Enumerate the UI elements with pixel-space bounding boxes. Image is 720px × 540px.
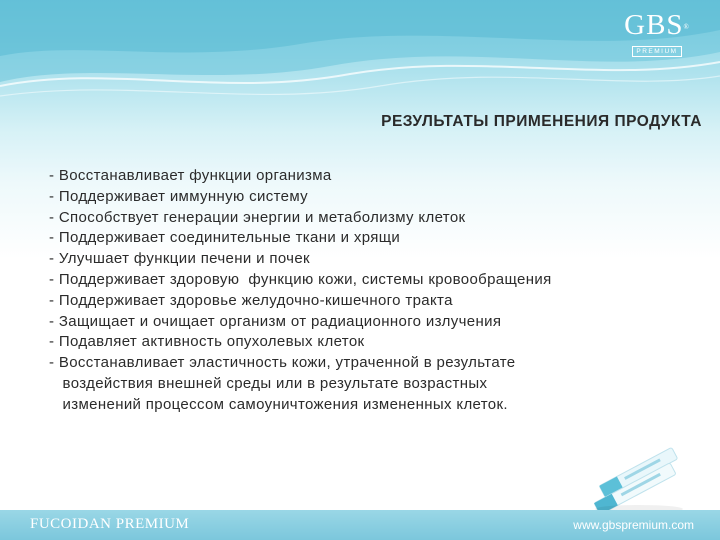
benefit-item: - Защищает и очищает организм от радиационного излучения (49, 312, 502, 330)
benefit-item: - Подавляет активность опухолевых клеток (49, 333, 365, 351)
gbs-premium-logo (624, 10, 690, 58)
benefit-item: - Поддерживает здоровую функцию кожи, системы кровообращения (49, 270, 552, 288)
benefit-item: - Восстанавливает функции организма (49, 167, 332, 184)
slide-title: РЕЗУЛЬТАТЫ ПРИМЕНЕНИЯ ПРОДУКТА (381, 113, 702, 130)
footer-brand: FUCOIDAN PREMIUM (30, 516, 190, 532)
logo-subtitle: PREMIUM (632, 46, 681, 57)
footer-website-link[interactable]: www.gbspremium.com (573, 518, 694, 532)
benefit-item: изменений процессом самоуничтожения измененных клеток. (49, 395, 508, 413)
benefit-item: - Способствует генерации энергии и метаболизму клеток (49, 208, 466, 226)
top-wave-decoration (0, 0, 720, 120)
benefit-item: воздействия внешней среды или в результате возрастных (49, 374, 488, 392)
logo-name: GBS® (624, 9, 690, 41)
footer-bar (0, 510, 720, 540)
benefits-list (49, 166, 552, 416)
product-sachets-image (583, 445, 693, 515)
benefit-item: - Поддерживает здоровье желудочно-кишечного тракта (49, 291, 453, 309)
benefit-item: - Поддерживает соединительные ткани и хрящи (49, 229, 401, 247)
benefit-item: - Поддерживает иммунную систему (49, 187, 308, 205)
benefit-item: - Восстанавливает эластичность кожи, утраченной в результате (49, 354, 516, 372)
benefit-item: - Улучшает функции печени и почек (49, 250, 310, 268)
